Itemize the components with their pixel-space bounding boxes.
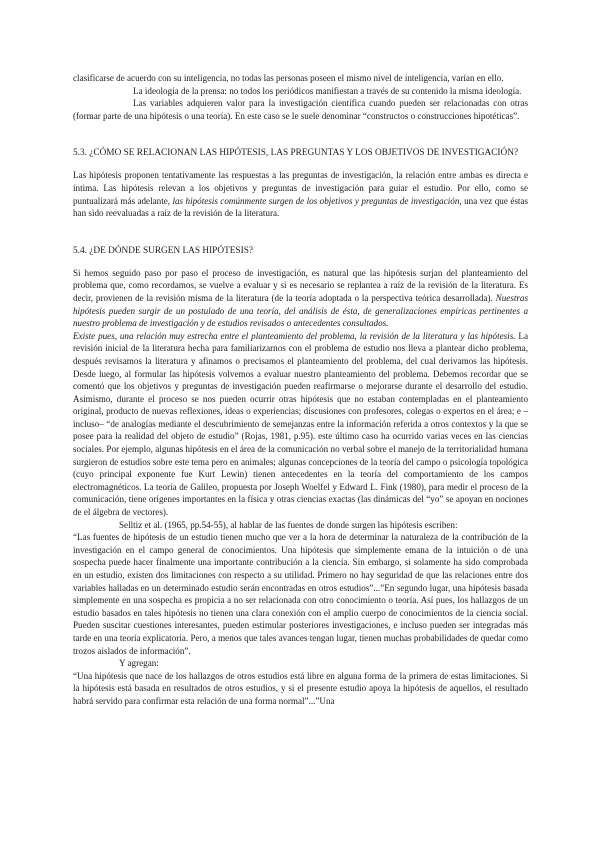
- document-page: [73, 72, 528, 708]
- text-run: una vez que éstas han sido reevaluadas a raíz de la revisión de la literatura.: [73, 195, 528, 219]
- intro-paragraph-3: Las variables adquieren valor para la investigación científica cuando pueden ser relacionadas con otras (formar parte de una hipótesis o una teoría). En este caso se le suele denominar “constructos o construcciones hipotéticas”.: [73, 98, 528, 121]
- section-5-4-paragraph-3: Selltiz et al. (1965, pp.54-55), al hablar de las fuentes de donde surgen las hipótesis escriben:: [119, 519, 458, 530]
- section-5-4-paragraph-5: Y agregan:: [119, 658, 159, 669]
- intro-paragraph-2: La ideología de la prensa: no todos los periódicos manifiestan a través de su contenido la misma ideología.: [133, 85, 522, 96]
- quote-paragraph-2: “Una hipótesis que nace de los hallazgos de otros estudios está libre en alguna forma de la primera de estas limitaciones. Si la hipótesis está basada en resultados de otros estudios, y si el presente estudio apoya la hipótesis de aquellos, el resultado habrá servido para confirmar esta relación de una forma normal”...”Una: [73, 670, 528, 706]
- section-5-3-paragraph: [73, 169, 528, 219]
- section-5-3-heading: 5.3. ¿CÓMO SE RELACIONAN LAS HIPÓTESIS, LAS PREGUNTAS Y LOS OBJETIVOS DE INVESTIGACIÓN?: [73, 148, 519, 159]
- italic-run: Existe pues, una relación muy estrecha entre el planteamiento del problema, la revisión de la literatura y las hipótesis.: [73, 330, 516, 341]
- spacer: [73, 220, 528, 231]
- section-5-4-paragraph-2: [73, 330, 528, 519]
- italic-run: Nuestras hipótesis pueden surgir de un postulado de una teoría, del análisis de ésta, de generalizaciones empíricas pertinentes a nuestro problema de investigación y de estudios revisados o antecedentes consultados.: [73, 292, 528, 329]
- italic-run: las hipótesis comúnmente surgen de los objetivos y preguntas de investigación,: [172, 195, 462, 206]
- section-5-4-paragraph-1: [73, 267, 528, 330]
- intro-paragraph-1: clasificarse de acuerdo con su inteligencia, no todas las personas poseen el mismo nivel de inteligencia, varían en ello.: [73, 73, 504, 83]
- text-run: La revisión inicial de la literatura hecha para familiarizarnos con el problema de estudio nos lleva a plantear dicho problema, después revisamos la literatura y afinamos o precisamos el planteamiento del problema, del cual derivamos las hipótesis. Desde luego, al formular las hipótesis volvemos a evaluar nuestro planteamiento del problema. Debemos recordar que se comentó que los objetivos y preguntas de investigación pueden reafirmarse o mejorarse durante el desarrollo del estudio. Asimismo, durante el proceso se nos pueden ocurrir otras hipótesis que no estaban contempladas en el planteamiento original, producto de nuevas reflexiones, ideas o experiencias; discusiones con profesores, colegas o expertos en el área; e –incluso– “de analogías mediante el descubrimiento de semejanzas entre la información referida a otros contextos y la que se posee para la realidad del objeto de estudio” (Rojas, 1981, p.95). este último caso ha ocurrido varias veces en las ciencias sociales. Por ejemplo, algunas hipótesis en el área de la comunicación no verbal sobre el manejo de la territorialidad humana surgieron de estudios sobre este tema pero en animales; algunas concepciones de la teoría del campo o psicología topológica (cuyo principal exponente fue Kurt Lewin) tienen antecedentes en la teoría del comportamiento de los campos electromagnéticos. La teoría de Galileo, propuesta por Joseph Woelfel y Edward L. Fink (1980), para medir el proceso de la comunicación, tiene orígenes importantes en la física y otras ciencias exactas (las dinámicas del “yo” se apoyan en nociones de el álgebra de vectores).: [73, 330, 528, 518]
- text-run: Las hipótesis proponen tentativamente las respuestas a las preguntas de investigación, la relación entre ambas es directa e íntima. Las hipótesis relevan a los objetivos y preguntas de investigación para guiar el estudio. Por ello, como se puntualizará más adelante,: [73, 170, 528, 206]
- text-run: Si hemos seguido paso por paso el proceso de investigación, es natural que las hipótesis surjan del planteamiento del problema que, como recordamos, se vuelve a evaluar y si es necesario se replantea a raíz de la revisión de la literatura. Es decir, provienen de la revisión misma de la literatura (de la teoría adoptada o la perspectiva teórica desarrollada).: [73, 267, 528, 303]
- quote-paragraph-1: “Las fuentes de hipótesis de un estudio tienen mucho que ver a la hora de determinar la naturaleza de la contribución de la investigación en el campo general de conocimientos. Una hipótesis que simplemente emana de la intuición o de una sospecha puede hacer finalmente una importante contribución a la ciencia. Sin embargo, si solamente ha sido comprobada en un estudio, existen dos limitaciones con respecto a su utilidad. Primero no hay seguridad de que las relaciones entre dos variables halladas en un determinado estudio serán encontradas en otros estudios”...”En segundo lugar, una hipótesis basada simplemente en una sospecha es propicia a no ser relacionada con otro conocimiento o teoría. Así pues, los hallazgos de un estudio basados en tales hipótesis no tienen una clara conexión con el amplio cuerpo de conocimientos de la ciencia social. Pueden suscitar cuestiones interesantes, pueden estimular posteriores investigaciones, e incluso pueden ser integradas más tarde en una teoría explicatoria. Pero, a menos que tales avances tengan lugar, tienen muchas probabilidades de quedar como trozos aislados de información”.: [73, 532, 528, 656]
- section-5-4-heading: 5.4. ¿DE DÓNDE SURGEN LAS HIPÓTESIS?: [73, 245, 253, 256]
- spacer: [73, 122, 528, 133]
